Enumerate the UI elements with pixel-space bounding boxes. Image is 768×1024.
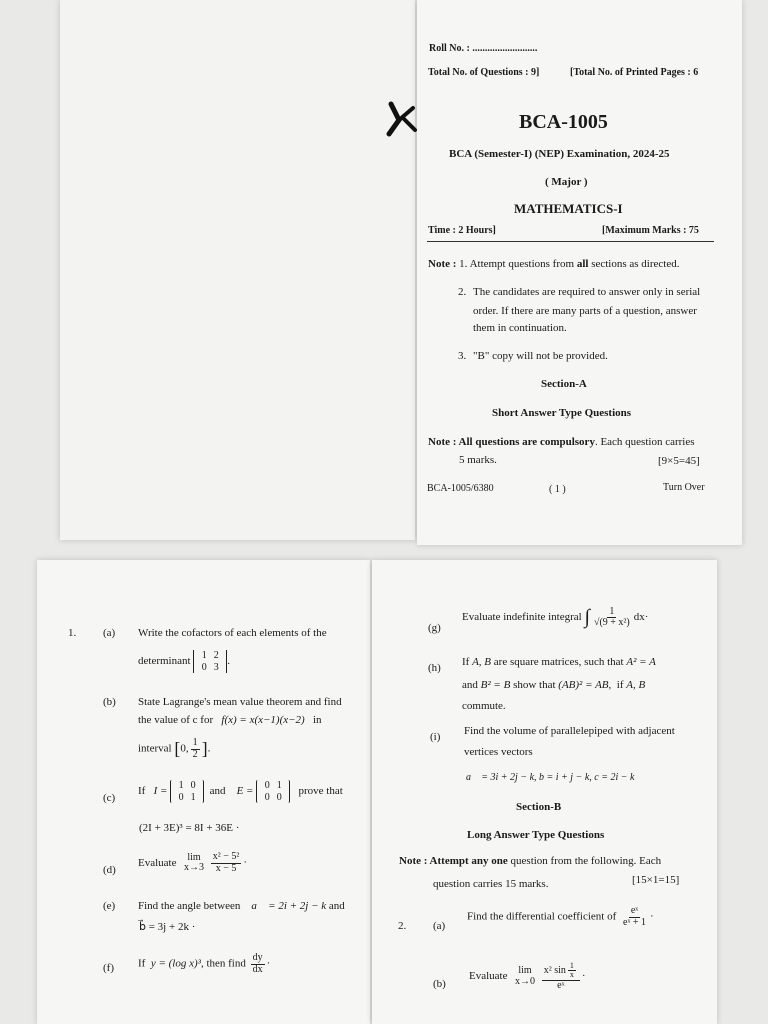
matrix-cell: 1: [190, 791, 196, 803]
q1b-line-1: State Lagrange's mean value theorem and find: [138, 696, 342, 708]
q1h-and: and: [462, 679, 478, 691]
q1g-expression: Evaluate indefinite integral ∫ $\frac{1}{\text{√(9 + x²)}}$ dx·: [462, 605, 649, 628]
q1i-line-2: vertices vectors: [464, 746, 533, 758]
note-2-line-2: order. If there are many parts of a question, answer: [473, 305, 697, 317]
q1f-label: (f): [103, 962, 114, 974]
fraction-denominator: x: [569, 970, 574, 980]
q2b-limit-operator: [515, 966, 535, 987]
q2a-fraction: [621, 906, 648, 928]
q2a-text: Find the differential coefficient of: [467, 910, 617, 923]
q1d-expression: Evaluate lim x→3 $\frac{\text{x² − 5²}}{x - 5}$ ·: [138, 851, 248, 874]
fraction-numerator: x² − 5²: [212, 851, 240, 862]
q1d-label: (d): [103, 864, 116, 876]
fraction-numerator: [542, 962, 580, 981]
q1h-text: are square matrices, such that: [493, 656, 624, 668]
q1c-if: If: [138, 785, 146, 798]
q1b-interval-word: interval: [138, 742, 172, 755]
limit-operator: [184, 853, 204, 874]
blank-sheet: [60, 0, 415, 540]
vector-b: b⃗ = 3j + 2k ·: [139, 921, 196, 933]
det-cell: 1: [201, 650, 207, 661]
university-logo-icon: [385, 100, 419, 140]
q1b-line-3: interval [0, $\frac{1}{2}$ ].: [138, 737, 211, 760]
lim-word: lim: [518, 965, 532, 977]
q1h-line-1: [462, 656, 656, 668]
fraction-numerator: 1: [192, 737, 198, 748]
q1i-vectors: a⃗ = 3i + 2j − k, b = i + j − k, c = 2i − k: [466, 772, 635, 783]
section-b-note-line-2: question carries 15 marks.: [433, 878, 549, 890]
q1a-determinant: [193, 650, 227, 673]
q1d-evaluate: Evaluate: [138, 857, 177, 869]
q1h-a-squared: A² = A: [626, 656, 656, 668]
section-a-marks: [9×5=45]: [658, 455, 700, 467]
exam-time: Time : 2 Hours]: [428, 225, 496, 236]
q1f-if: If: [138, 957, 146, 970]
fraction-denominator: √(9 + x²): [593, 617, 630, 628]
section-a-note-a: Note : All questions are: [428, 436, 538, 448]
note-1-text-c: sections as directed.: [591, 258, 680, 270]
q1g-text: Evaluate indefinite integral: [462, 611, 582, 624]
fraction-numerator: eˣ: [630, 905, 639, 916]
q1c-equation: (2I + 3E)³ = 8I + 36E ·: [139, 822, 240, 834]
q1i-label: (i): [430, 731, 441, 743]
fraction-denominator: eˣ: [557, 979, 565, 991]
note-3-text: "B" copy will not be provided.: [473, 350, 608, 362]
exam-type: ( Major ): [545, 176, 588, 188]
note-3-number: 3.: [458, 350, 467, 362]
section-a-note-line-2: 5 marks.: [459, 454, 497, 466]
section-b-subtitle: Long Answer Type Questions: [467, 829, 605, 841]
q1i-line-1: Find the volume of parallelepiped with adjacent: [464, 725, 675, 737]
q2b-evaluate: Evaluate: [469, 970, 508, 983]
q1h-line-3: commute.: [462, 700, 506, 712]
q1h-line-2: [462, 679, 645, 691]
section-a-note-c: . Each question carries: [594, 436, 695, 448]
total-questions: Total No. of Questions : 9]: [428, 67, 540, 78]
section-b-title: Section-B: [516, 801, 562, 813]
note-2-number: 2.: [458, 286, 467, 298]
total-pages: [Total No. of Printed Pages : 6: [570, 67, 699, 78]
matrix-cell: 0: [264, 780, 270, 791]
q1b-label: (b): [103, 696, 116, 708]
max-marks: [Maximum Marks : 75: [602, 225, 699, 236]
q1f-expression: If y = (log x)³, then find $\frac{dy}{dx}$ ·: [138, 952, 271, 975]
derivative-fraction: [251, 953, 265, 975]
roll-number-line: Roll No. : ..........................: [429, 43, 538, 54]
q1b-line-2: [138, 714, 322, 726]
q2a-label: (a): [433, 920, 446, 932]
q1f-function: y = (log x)³: [150, 957, 201, 970]
subject-title: MATHEMATICS-I: [514, 201, 623, 216]
exam-title: BCA (Semester-I) (NEP) Examination, 2024-25: [449, 148, 670, 160]
q1c-prove-that: prove that: [298, 785, 343, 798]
section-a-subtitle: Short Answer Type Questions: [492, 407, 632, 419]
q1b-function: f(x) = x(x−1)(x−2): [221, 714, 305, 726]
q2b-label: (b): [433, 978, 446, 990]
section-b-note-c: question from the following. Each: [510, 855, 662, 867]
e-matrix-label: E =: [236, 785, 254, 798]
footer-code: BCA-1005/6380: [427, 483, 494, 494]
q2a-expression: Find the differential coefficient of $\frac{\text{eˣ}}{\text{eˣ + 1}}$ ·: [467, 905, 654, 928]
fraction-denominator: 2: [192, 748, 198, 760]
q1c-label: (c): [103, 792, 116, 804]
header-divider: [427, 241, 714, 242]
exam-code: BCA-1005: [519, 111, 608, 133]
q1h-ab-squared: (AB)² = AB,: [558, 679, 612, 691]
section-a-note-bold: compulsory: [539, 436, 595, 448]
q1h-label: (h): [428, 662, 441, 674]
det-cell: 0: [201, 661, 207, 673]
section-a-note-line-1: [428, 436, 695, 448]
q1a-determinant-word: determinant: [138, 655, 191, 668]
q1a-line-2: determinant 1 2 0 3 .: [138, 650, 231, 673]
q1h-if-2: if: [616, 679, 624, 691]
note-label: Note :: [428, 258, 457, 270]
integral-fraction: [592, 607, 632, 629]
note-1-number: 1.: [459, 258, 468, 270]
matrix-cell: 1: [276, 780, 282, 791]
fraction-denominator: dx: [252, 963, 263, 975]
identity-matrix-label: I =: [153, 785, 168, 798]
det-cell: 2: [213, 650, 219, 661]
q1b-text-a: the value of c for: [138, 714, 214, 726]
q1b-text-b: in: [312, 714, 322, 726]
q1f-then: , then find: [200, 957, 246, 970]
q1g-label: (g): [428, 622, 441, 634]
matrix-cell: 0: [276, 791, 282, 803]
fraction-numerator: dy: [252, 952, 263, 963]
identity-matrix: [170, 780, 204, 803]
q1h-if: If: [462, 656, 470, 668]
fraction-numerator: 1: [569, 961, 574, 970]
q1h-ab: A, B: [626, 679, 646, 691]
note-1-text-a: Attempt questions from: [469, 258, 575, 270]
footer-turn-over: Turn Over: [663, 482, 705, 493]
q1c-and: and: [209, 785, 226, 798]
question-page-right: [372, 560, 717, 1024]
q1a-line-1: Write the cofactors of each elements of the: [138, 627, 327, 639]
lim-subscript: x→0: [514, 975, 535, 987]
matrix-cell: 0: [190, 780, 196, 791]
lim-subscript: x→3: [183, 862, 204, 873]
integral-dx: dx: [633, 611, 645, 624]
section-b-note-line-1: [399, 855, 661, 867]
notes-block: [428, 258, 679, 270]
vector-a: a⃗ = 2i + 2j − k: [251, 900, 327, 912]
section-b-note-bold: any one: [471, 855, 508, 867]
q2-number: 2.: [398, 920, 407, 932]
lim-word: lim: [187, 851, 201, 863]
fraction-denominator: eˣ + 1: [623, 916, 646, 928]
limit-fraction: [211, 852, 242, 874]
interval-fraction: [191, 738, 200, 760]
section-b-marks: [15×1=15]: [632, 874, 680, 886]
q1-number: 1.: [68, 627, 77, 639]
q1h-show-that: show that: [513, 679, 556, 691]
fraction-numerator: 1: [609, 605, 615, 617]
q1h-matrices: A, B: [472, 656, 492, 668]
q1e-label: (e): [103, 900, 116, 912]
section-b-note-a: Note : Attempt: [399, 855, 469, 867]
q1c-line-1: [138, 780, 343, 803]
section-a-title: Section-A: [541, 378, 587, 390]
fraction-denominator: x − 5: [215, 862, 237, 874]
q1e-and: and: [328, 900, 345, 912]
q2b-inner-fraction: [568, 962, 576, 980]
interval-start: 0,: [180, 742, 189, 755]
q1a-label: (a): [103, 627, 116, 639]
note-1-text-bold: all: [576, 258, 589, 270]
q2b-numerator-text: x² sin: [543, 965, 566, 977]
q1e-text-a: Find the angle between: [138, 900, 241, 912]
note-2-line-1: The candidates are required to answer only in serial: [473, 286, 701, 298]
matrix-cell: 1: [178, 780, 184, 791]
q1h-b-squared: B² = B: [480, 679, 511, 691]
det-cell: 3: [213, 661, 219, 673]
q1e-line-1: [138, 900, 345, 912]
note-2-line-3: them in continuation.: [473, 322, 567, 334]
q2b-expression: Evaluate lim x→0 x² sin $\frac{1}{x}$ eˣ ·: [469, 961, 586, 991]
e-matrix: [256, 780, 290, 803]
footer-page-number: ( 1 ): [549, 484, 566, 495]
matrix-cell: 0: [264, 791, 270, 803]
matrix-cell: 0: [178, 791, 184, 803]
q2b-limit-fraction: [542, 962, 580, 991]
